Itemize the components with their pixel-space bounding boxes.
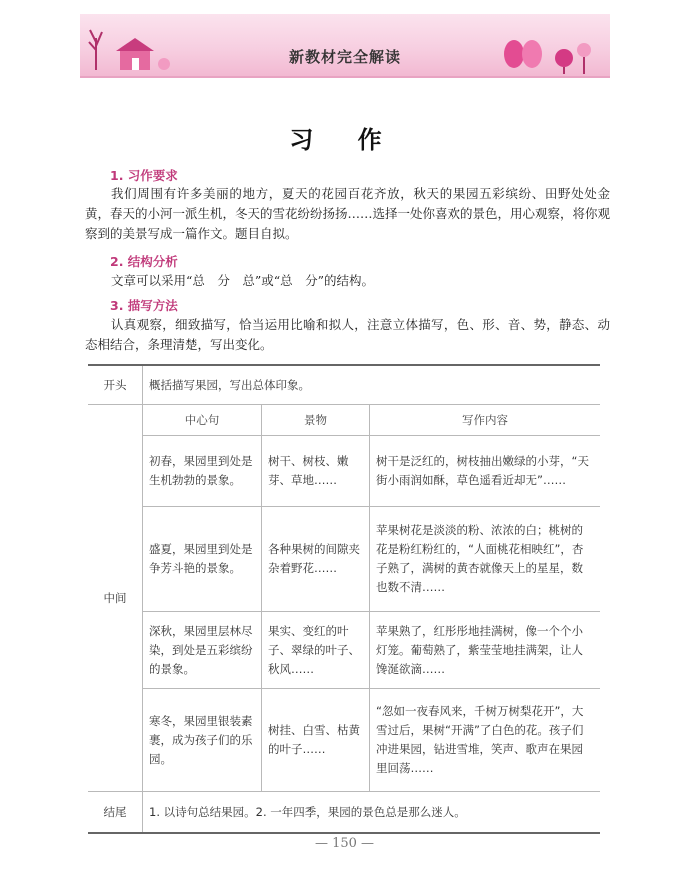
header-banner <box>80 14 610 78</box>
section-heading-method: 3. 描写方法 <box>110 298 178 313</box>
row-label-middle: 中间 <box>88 405 143 792</box>
section-body-requirements: 我们周围有许多美丽的地方，夏天的花园百花齐放，秋天的果园五彩缤纷、田野处处金黄，春天的小河一派生机，冬天的雪花纷纷扬扬……选择一处你喜欢的景色，用心观察，将你观察到的美景写成一篇作文。题目自拟。 <box>85 186 611 241</box>
section-heading-requirements: 1. 习作要求 <box>110 168 178 183</box>
butterfly-flower-illustration-icon <box>494 28 604 74</box>
table-header-row <box>88 405 600 436</box>
row-label-opening: 开头 <box>88 365 143 405</box>
content-cell: 树干是泛红的，树枝抽出嫩绿的小芽，“天街小雨润如酥，草色遥看近却无”…… <box>370 436 601 507</box>
table-row <box>88 436 600 507</box>
section-heading-structure: 2. 结构分析 <box>110 254 178 269</box>
scenery-cell: 树干、树枝、嫩芽、草地…… <box>262 436 370 507</box>
section-body-method: 认真观察，细致描写，恰当运用比喻和拟人，注意立体描写，色、形、音、势，静态、动态相结合，条理清楚，写出变化。 <box>85 317 610 352</box>
opening-text: 概括描写果园，写出总体印象。 <box>143 365 601 405</box>
column-header-center-sentence: 中心句 <box>143 405 262 436</box>
column-header-content: 写作内容 <box>370 405 601 436</box>
content-cell: 苹果树花是淡淡的粉、浓浓的白；桃树的花是粉红粉红的，“人面桃花相映红”，杏子熟了，满树的黄杏就像天上的星星，数也数不清…… <box>370 507 601 612</box>
center-sentence-cell: 寒冬，果园里银装素裹，成为孩子们的乐园。 <box>143 689 262 792</box>
ending-text: 1. 以诗句总结果园。2. 一年四季，果园的景色总是那么迷人。 <box>143 792 601 834</box>
page-title: 习 作 <box>289 125 400 154</box>
table-row <box>88 689 600 792</box>
scenery-cell: 果实、变红的叶子、翠绿的叶子、秋风…… <box>262 612 370 689</box>
scenery-cell: 树挂、白雪、枯黄的叶子…… <box>262 689 370 792</box>
page-number: — 150 — <box>314 836 375 851</box>
row-label-ending: 结尾 <box>88 792 143 834</box>
center-sentence-cell: 初春，果园里到处是生机勃勃的景象。 <box>143 436 262 507</box>
content-cell: 苹果熟了，红彤彤地挂满树，像一个个小灯笼。葡萄熟了，紫莹莹地挂满架，让人馋涎欲滴…… <box>370 612 601 689</box>
table-row <box>88 507 600 612</box>
writing-plan-table <box>88 364 600 834</box>
table-row-opening <box>88 365 600 405</box>
content-cell: “忽如一夜春风来，千树万树梨花开”，大雪过后，果树“开满”了白色的花。孩子们冲进果园，钻进雪堆，笑声、歌声在果园里回荡…… <box>370 689 601 792</box>
column-header-scenery: 景物 <box>262 405 370 436</box>
center-sentence-cell: 盛夏，果园里到处是争芳斗艳的景象。 <box>143 507 262 612</box>
banner-title: 新教材完全解读 <box>288 48 401 66</box>
table-row <box>88 612 600 689</box>
center-sentence-cell: 深秋，果园里层林尽染，到处是五彩缤纷的景象。 <box>143 612 262 689</box>
section-body-structure: 文章可以采用“总 分 总”或“总 分”的结构。 <box>111 273 375 288</box>
scenery-cell: 各种果树的间隙夹杂着野花…… <box>262 507 370 612</box>
table-row-ending <box>88 792 600 834</box>
